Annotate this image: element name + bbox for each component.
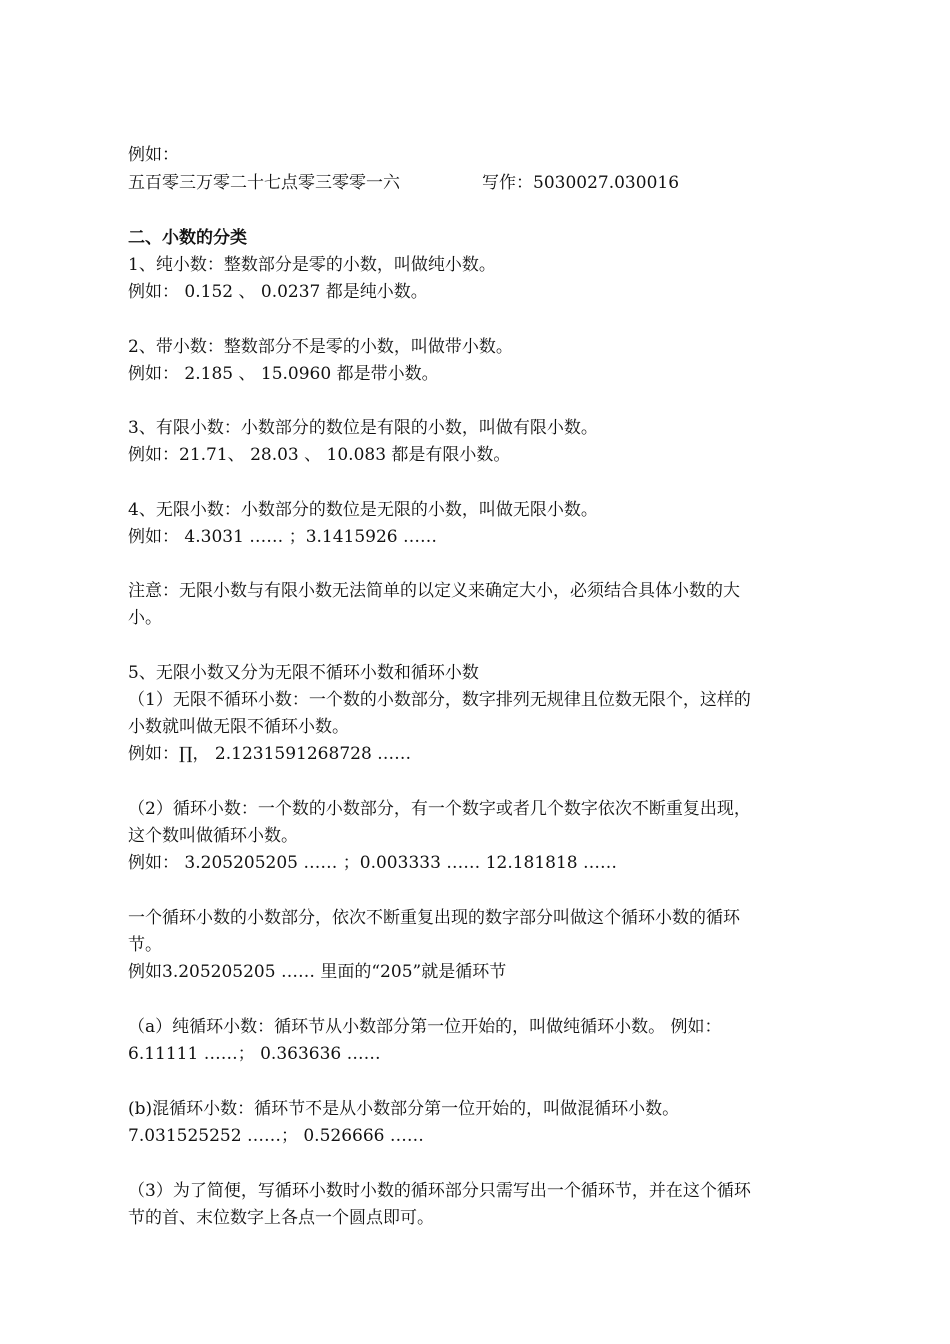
notation-line-1: （3）为了简便，写循环小数时小数的循环部分只需写出一个循环节，并在这个循环	[128, 1181, 751, 1201]
example-chinese-number: 五百零三万零二十七点零三零零一六	[128, 173, 400, 193]
note-line-2: 小。	[128, 608, 162, 628]
mixed-repeating-example: 7.031525252 ……； 0.526666 ……	[128, 1126, 424, 1146]
mixed-decimal-example: 例如： 2.185 、 15.0960 都是带小数。	[128, 364, 439, 384]
infinite-decimal-example: 例如： 4.3031 …… ；3.1415926 ……	[128, 527, 438, 547]
infinite-decimal-definition: 4、无限小数：小数部分的数位是无限的小数，叫做无限小数。	[128, 500, 598, 520]
cycle-definition-1: 一个循环小数的小数部分，依次不断重复出现的数字部分叫做这个循环小数的循环	[128, 908, 740, 928]
repeating-definition-2: 这个数叫做循环小数。	[128, 826, 298, 846]
mixed-repeating-definition: (b)混循环小数：循环节不是从小数部分第一位开始的，叫做混循环小数。	[128, 1099, 680, 1119]
finite-decimal-example: 例如：21.71、 28.03 、 10.083 都是有限小数。	[128, 445, 511, 465]
pure-repeating-definition: （a）纯循环小数：循环节从小数部分第一位开始的，叫做纯循环小数。 例如：	[128, 1017, 722, 1037]
section-heading: 二、小数的分类	[128, 228, 247, 248]
cycle-definition-2: 节。	[128, 935, 162, 955]
non-repeating-definition-2: 小数就叫做无限不循环小数。	[128, 717, 349, 737]
infinite-types-heading: 5、无限小数又分为无限不循环小数和循环小数	[128, 663, 479, 683]
repeating-example: 例如： 3.205205205 …… ；0.003333 …… 12.181818 ……	[128, 853, 618, 873]
note-line-1: 注意：无限小数与有限小数无法简单的以定义来确定大小，必须结合具体小数的大	[128, 581, 740, 601]
finite-decimal-definition: 3、有限小数：小数部分的数位是有限的小数，叫做有限小数。	[128, 418, 598, 438]
non-repeating-definition-1: （1）无限不循环小数：一个数的小数部分，数字排列无规律且位数无限个，这样的	[128, 690, 751, 710]
pure-repeating-example: 6.11111 ……； 0.363636 ……	[128, 1044, 381, 1064]
notation-line-2: 节的首、末位数字上各点一个圆点即可。	[128, 1208, 434, 1228]
pure-decimal-definition: 1、纯小数：整数部分是零的小数，叫做纯小数。	[128, 255, 496, 275]
pure-decimal-example: 例如： 0.152 、 0.0237 都是纯小数。	[128, 282, 428, 302]
mixed-decimal-definition: 2、带小数：整数部分不是零的小数，叫做带小数。	[128, 337, 513, 357]
example-written-number: 写作：5030027.030016	[482, 173, 680, 193]
non-repeating-example: 例如：∏， 2.1231591268728 ……	[128, 744, 412, 764]
example-label: 例如：	[128, 145, 179, 165]
cycle-example: 例如3.205205205 …… 里面的“205”就是循环节	[128, 962, 507, 982]
repeating-definition-1: （2）循环小数：一个数的小数部分，有一个数字或者几个数字依次不断重复出现，	[128, 799, 751, 819]
